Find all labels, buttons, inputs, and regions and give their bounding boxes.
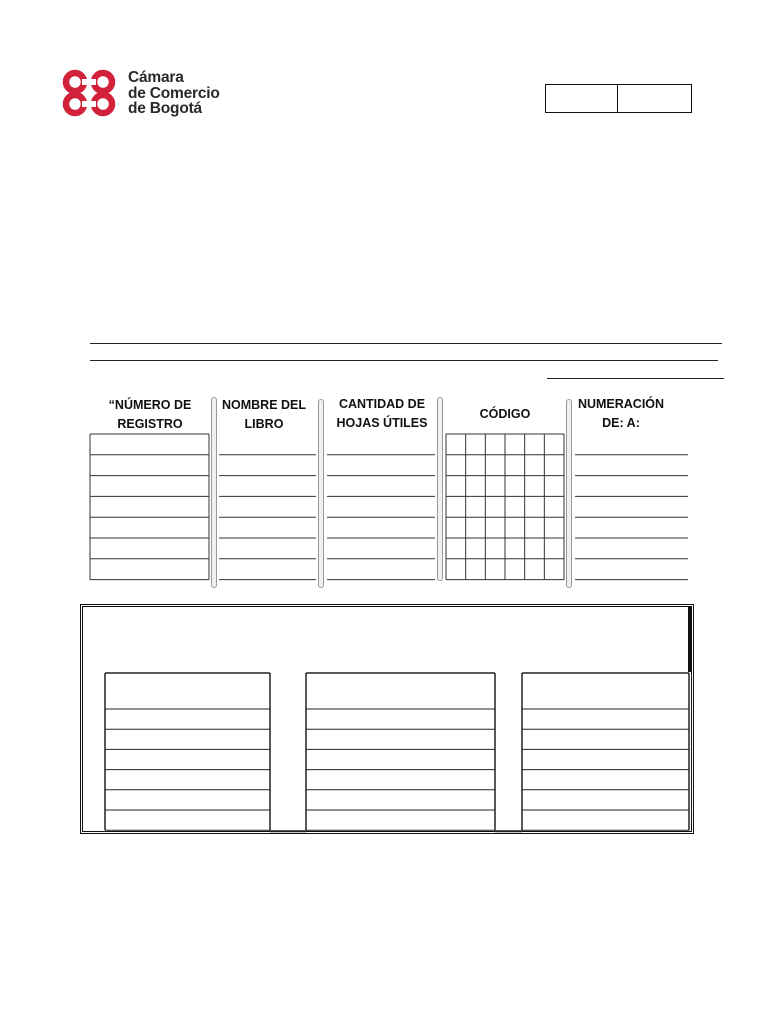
header-numeracion-line2: DE: A: [602, 416, 640, 430]
header-cantidad-hojas-line2: HOJAS ÚTILES [336, 416, 428, 430]
logo-line-2: de Comercio [128, 84, 220, 102]
header-cantidad-hojas-line1: CANTIDAD DE [338, 397, 426, 411]
header-numeracion-line1: NUMERACIÓN [577, 397, 665, 411]
header-numero-registro-line2: REGISTRO [117, 417, 183, 431]
header-nombre-libro-line1: NOMBRE DEL [221, 398, 307, 412]
logo-line-3: de Bogotá [128, 100, 202, 117]
header-numero-registro-line1: “NÚMERO DE [108, 398, 192, 412]
header-codigo: CÓDIGO [479, 407, 531, 421]
logo-line-1: Cámara [128, 69, 184, 86]
header-nombre-libro-line2: LIBRO [244, 417, 284, 431]
